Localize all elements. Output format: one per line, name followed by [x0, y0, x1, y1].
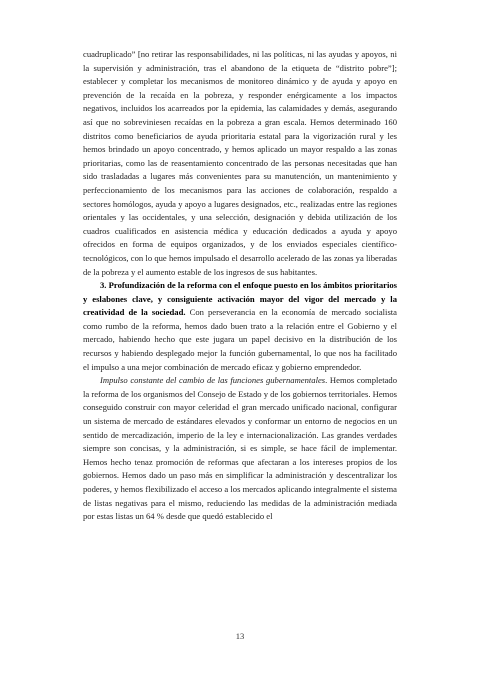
section-3-paragraph [83, 279, 397, 374]
subsection-body: . Hemos completado la reforma de los organismos del Consejo de Estado y de los gobiernos territoriales. Hemos conseguido construir con mayor celeridad el gran mercado unificado nacional, configurar un sistema de mercado de estándares elevados y conformar un entorno de negocios en un sentido de mercadización, imperio de la ley e internacionalización. Las grandes verdades siempre son concisas, y la administración, si es simple, se hace fácil de implementar. Hemos hecho tenaz promoción de reformas que afectaran a los intereses propios de los gobiernos. Hemos dado un paso más en simplificar la administración y descentralizar los poderes, y hemos flexibilizado el acceso a los mercados aplicando integralmente el sistema de listas negativas para el mismo, reduciendo las medidas de la administración mediada por estas listas un 64 % desde que quedó establecido el [83, 375, 397, 522]
body-text [83, 48, 397, 524]
section-3-body: Con perseverancia en la economía de mercado socialista como rumbo de la reforma, hemos dado buen trato a la relación entre el Gobierno y el mercado, habiendo hecho que este jugara un papel decisivo en la distribución de los recursos y habiendo desplegado mejor la función gubernamental, lo que nos ha facilitado el impulso a una mejor combinación de mercado eficaz y gobierno emprendedor. [83, 307, 397, 372]
subsection-paragraph [83, 374, 397, 524]
page-number: 13 [235, 631, 245, 641]
section-3-heading: 3. Profundización de la reforma con el enfoque puesto en los ámbitos prioritarios y eslabones clave, y consiguiente activación mayor del vigor del mercado y la creatividad de la sociedad. [83, 280, 397, 318]
subsection-heading: Impulso constante del cambio de las funciones gubernamentales [100, 375, 326, 386]
paragraph-continuation: cuadruplicado” [no retirar las responsabilidades, ni las políticas, ni las ayudas y apoyos, ni la supervisión y administración, tras el abandono de la etiqueta de “distrito pobre”]; establecer y completar los mecanismos de monitoreo dinámico y de ayuda y apoyo en prevención de la recaída en la pobreza, y responder enérgicamente a los impactos negativos, incluidos los acarreados por la epidemia, las calamidades y demás, asegurando así que no sobreviniesen recaídas en la pobreza a gran escala. Hemos determinado 160 distritos como beneficiarios de ayuda prioritaria estatal para la vigorización rural y les hemos brindado un apoyo concentrado, y hemos aplicado un mayor respaldo a las zonas prioritarias, como las de reasentamiento concentrado de las personas necesitadas que han sido trasladadas a lugares más convenientes para su manutención, un mantenimiento y perfeccionamiento de los mecanismos para las acciones de colaboración, respaldo a sectores homólogos, ayuda y apoyo a lugares designados, etc., realizadas entre las regiones orientales y las occidentales, y una selección, designación y debida utilización de los cuadros cualificados en asistencia médica y educación dedicados a ayuda y apoyo ofrecidos en forma de equipos organizados, y de los enviados especiales científico-tecnológicos, con lo que hemos impulsado el desarrollo acelerado de las zonas ya liberadas de la pobreza y el aumento estable de los ingresos de sus habitantes. [83, 49, 397, 277]
